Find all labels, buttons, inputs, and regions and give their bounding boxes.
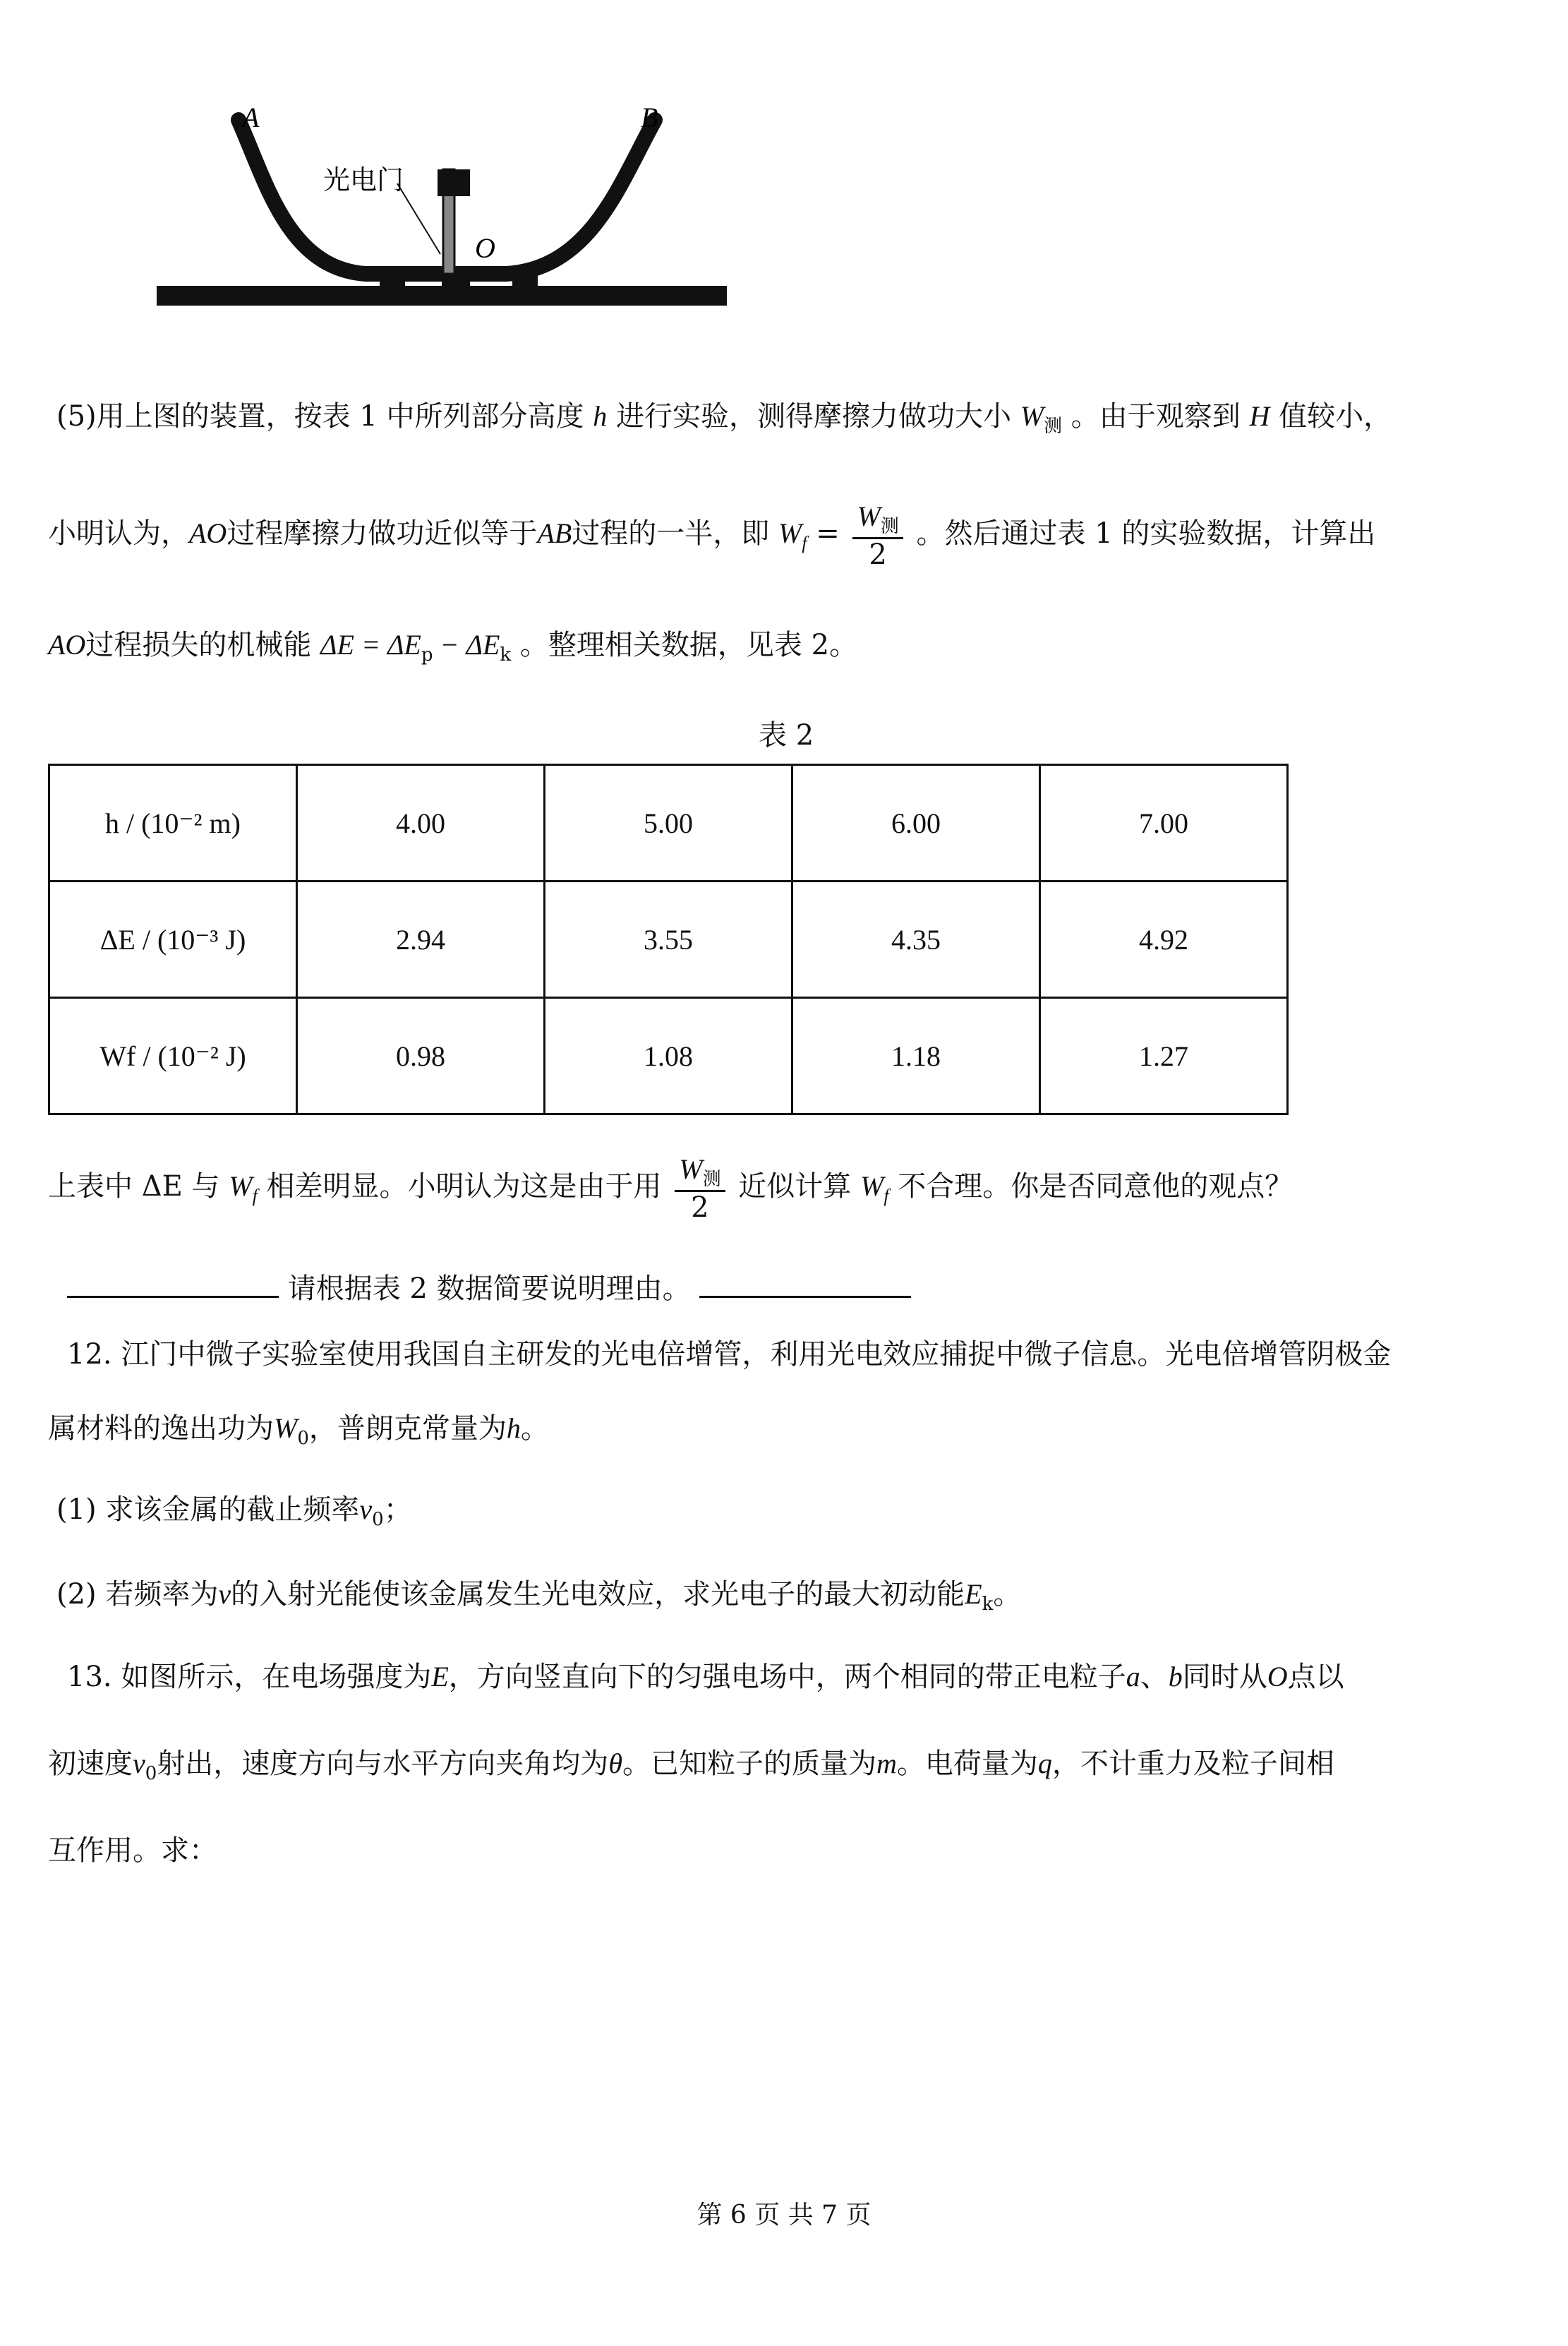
table-cell: 6.00 bbox=[792, 765, 1040, 882]
table-cell: 4.35 bbox=[792, 882, 1040, 998]
q12-sub2: (2) 若频率为ν的入射光能使该金属发生光电效应，求光电子的最大初动能$E_k$。 bbox=[56, 1578, 1022, 1615]
table-cell: 1.18 bbox=[792, 998, 1040, 1114]
q13-line2: 初速度$v_0$射出，速度方向与水平方向夹角均为θ。已知粒子的质量为m。电荷量为q，不计重力及粒子间相 bbox=[48, 1748, 1334, 1784]
answer-blank-1[interactable] bbox=[67, 1270, 279, 1298]
label-B: B bbox=[641, 102, 658, 133]
answer-blank-2[interactable] bbox=[699, 1270, 911, 1298]
track-diagram bbox=[154, 99, 732, 318]
q13-line3: 互作用。求： bbox=[48, 1834, 217, 1867]
label-photogate: 光电门 bbox=[323, 164, 404, 196]
table-cell: 2.94 bbox=[297, 882, 545, 998]
q13-line1: 13. 如图所示，在电场强度为E，方向竖直向下的匀强电场中，两个相同的带正电粒子a、b同时从O点以 bbox=[67, 1661, 1344, 1693]
table-cell: 5.00 bbox=[545, 765, 792, 882]
page-footer: 第 6 页 共 7 页 bbox=[696, 2201, 872, 2230]
label-A: A bbox=[242, 102, 260, 133]
table-cell: 7.00 bbox=[1040, 765, 1288, 882]
fraction-W-over-2: $\frac{W_测}{2}$ bbox=[852, 501, 903, 570]
support-center bbox=[442, 274, 470, 288]
photogate-head bbox=[438, 169, 470, 196]
table-row bbox=[49, 882, 1288, 998]
row-header: Wf / (10⁻² J) bbox=[49, 998, 297, 1114]
gate-leader-line bbox=[397, 184, 440, 254]
after-line2: 请根据表 2 数据简要说明理由。 bbox=[67, 1270, 911, 1306]
q12-line1: 12. 江门中微子实验室使用我国自主研发的光电倍增管，利用光电效应捕捉中微子信息。光电倍增管阴极金 bbox=[67, 1338, 1392, 1371]
q5-line2: 小明认为，AO过程摩擦力做功近似等于AB过程的一半，即 $W_f$ = $\frac{W_测}{2}$ 。然后通过表 1 的实验数据，计算出 bbox=[48, 500, 1376, 571]
support-right bbox=[512, 274, 538, 288]
q5-line1: (5)用上图的装置，按表 1 中所列部分高度 h 进行实验，测得摩擦力做功大小 $W_测$ 。由于观察到 H 值较小， bbox=[56, 400, 1392, 437]
q12-sub1: (1) 求该金属的截止频率$\nu_0$； bbox=[56, 1493, 412, 1530]
table-row bbox=[49, 765, 1288, 882]
table-cell: 1.27 bbox=[1040, 998, 1288, 1114]
label-O: O bbox=[475, 232, 495, 264]
base-plate bbox=[157, 286, 727, 306]
table-cell: 4.92 bbox=[1040, 882, 1288, 998]
table-cell: 1.08 bbox=[545, 998, 792, 1114]
fraction-W-over-2-b: $\frac{W_测}{2}$ bbox=[675, 1154, 725, 1223]
after-line1: 上表中 ΔE 与 $W_f$ 相差明显。小明认为这是由于用 $\frac{W_测}{2}$ 近似计算 $W_f$ 不合理。你是否同意他的观点？ bbox=[48, 1153, 1293, 1224]
row-header: ΔE / (10⁻³ J) bbox=[49, 882, 297, 998]
q5-line3: AO过程损失的机械能 $\Delta E = \Delta E_p - \Delta E_k$ 。整理相关数据，见表 2。 bbox=[48, 629, 858, 666]
row-header: h / (10⁻² m) bbox=[49, 765, 297, 882]
table-row bbox=[49, 998, 1288, 1114]
table-caption: 表 2 bbox=[759, 719, 814, 752]
table-cell: 3.55 bbox=[545, 882, 792, 998]
table-cell: 4.00 bbox=[297, 765, 545, 882]
table-cell: 0.98 bbox=[297, 998, 545, 1114]
support-left bbox=[380, 274, 405, 288]
data-table bbox=[48, 764, 1289, 1115]
q12-line2: 属材料的逸出功为$W_0$，普朗克常量为h。 bbox=[48, 1412, 549, 1449]
